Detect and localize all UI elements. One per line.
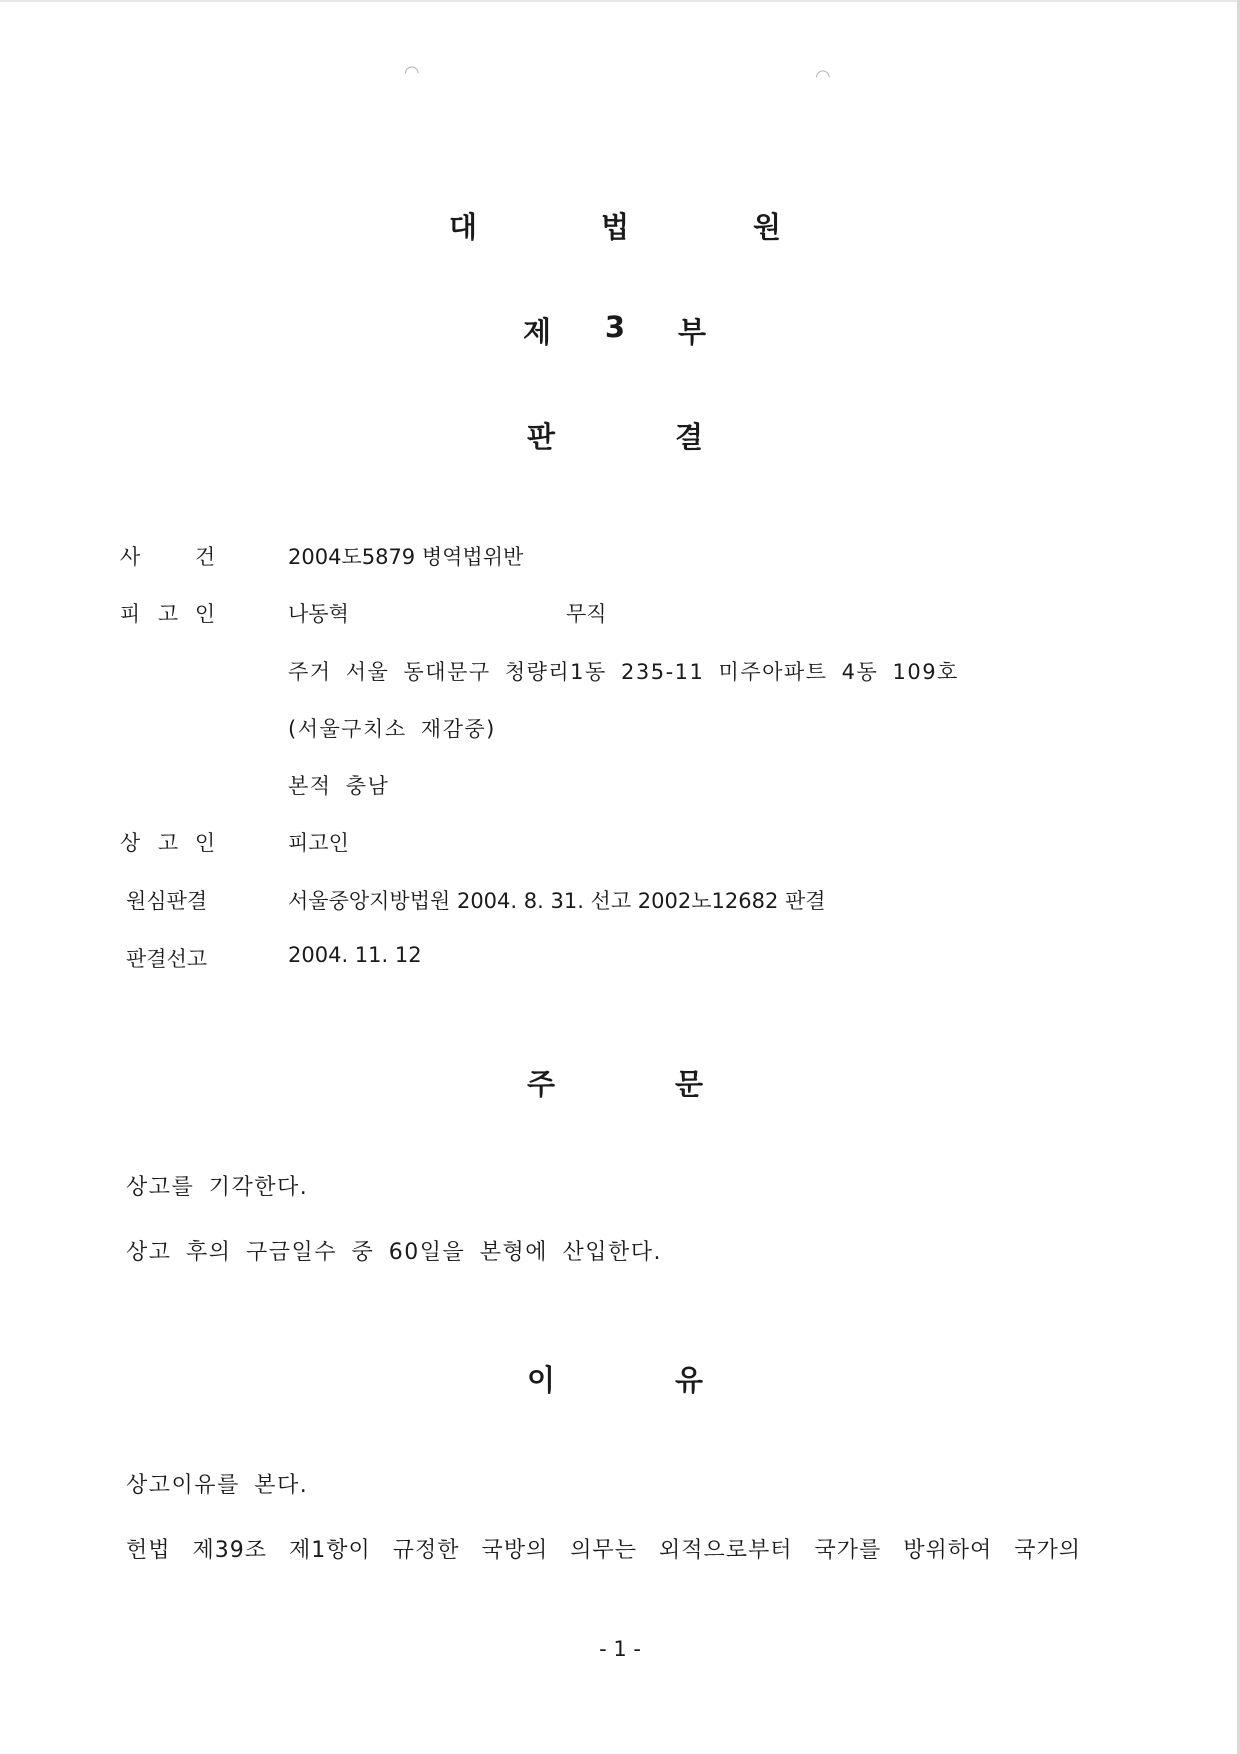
scan-mark: ◠ <box>404 62 420 83</box>
defendant-label-char: 피 <box>119 602 141 626</box>
reasons-heading <box>0 1358 1240 1398</box>
defendant-label <box>119 598 216 626</box>
appellant-label-char: 고 <box>157 831 179 855</box>
page-top-edge <box>0 0 1240 2</box>
document-type-title <box>0 415 1240 455</box>
disposition-heading-char: 주 <box>526 1067 556 1101</box>
lower-judgment-label: 원심판결 <box>126 889 208 913</box>
disposition-line: 상고를 기각한다. <box>126 1175 309 1200</box>
reasons-heading-char: 이 <box>526 1363 556 1397</box>
defendant-label-char: 인 <box>194 602 216 626</box>
reasons-heading-char: 유 <box>674 1363 704 1397</box>
court-char: 법 <box>600 210 630 244</box>
division-char: 제 <box>522 315 552 349</box>
defendant-detention: (서울구치소 재감중) <box>288 717 496 741</box>
defendant-occupation: 무직 <box>566 602 607 626</box>
sentence-date-label: 판결선고 <box>126 947 208 971</box>
defendant-name: 나동혁 <box>288 602 349 626</box>
case-label-char: 사 <box>119 545 141 569</box>
appellant-value: 피고인 <box>288 831 349 855</box>
doc-type-char: 판 <box>526 420 556 454</box>
scan-mark: ◠ <box>815 66 831 87</box>
defendant-domicile: 본적 충남 <box>288 774 390 798</box>
division-char: 3 <box>604 310 626 344</box>
defendant-address: 주거 서울 동대문구 청량리1동 235-11 미주아파트 4동 109호 <box>288 660 959 684</box>
court-char: 원 <box>752 210 782 244</box>
page-number: - 1 - <box>599 1637 641 1661</box>
case-label <box>119 541 216 569</box>
appellant-label-char: 인 <box>194 831 216 855</box>
case-number: 2004도5879 병역법위반 <box>288 545 524 569</box>
court-char: 대 <box>448 210 478 244</box>
appellant-label-char: 상 <box>119 831 141 855</box>
case-label-char: 건 <box>194 545 216 569</box>
division-title <box>0 310 1240 350</box>
reasons-line: 상고이유를 본다. <box>126 1473 309 1498</box>
division-char: 부 <box>677 315 707 349</box>
disposition-heading-char: 문 <box>674 1067 704 1101</box>
court-title <box>0 205 1240 245</box>
sentence-date-value: 2004. 11. 12 <box>288 943 422 967</box>
defendant-label-char: 고 <box>157 602 179 626</box>
appellant-label <box>119 827 216 855</box>
reasons-line: 헌법 제39조 제1항이 규정한 국방의 의무는 외적으로부터 국가를 방위하여 국가의 <box>126 1538 1081 1563</box>
lower-judgment-value: 서울중앙지방법원 2004. 8. 31. 선고 2002노12682 판결 <box>288 889 826 913</box>
doc-type-char: 결 <box>674 420 704 454</box>
disposition-heading <box>0 1062 1240 1102</box>
disposition-line: 상고 후의 구금일수 중 60일을 본형에 산입한다. <box>126 1240 662 1265</box>
